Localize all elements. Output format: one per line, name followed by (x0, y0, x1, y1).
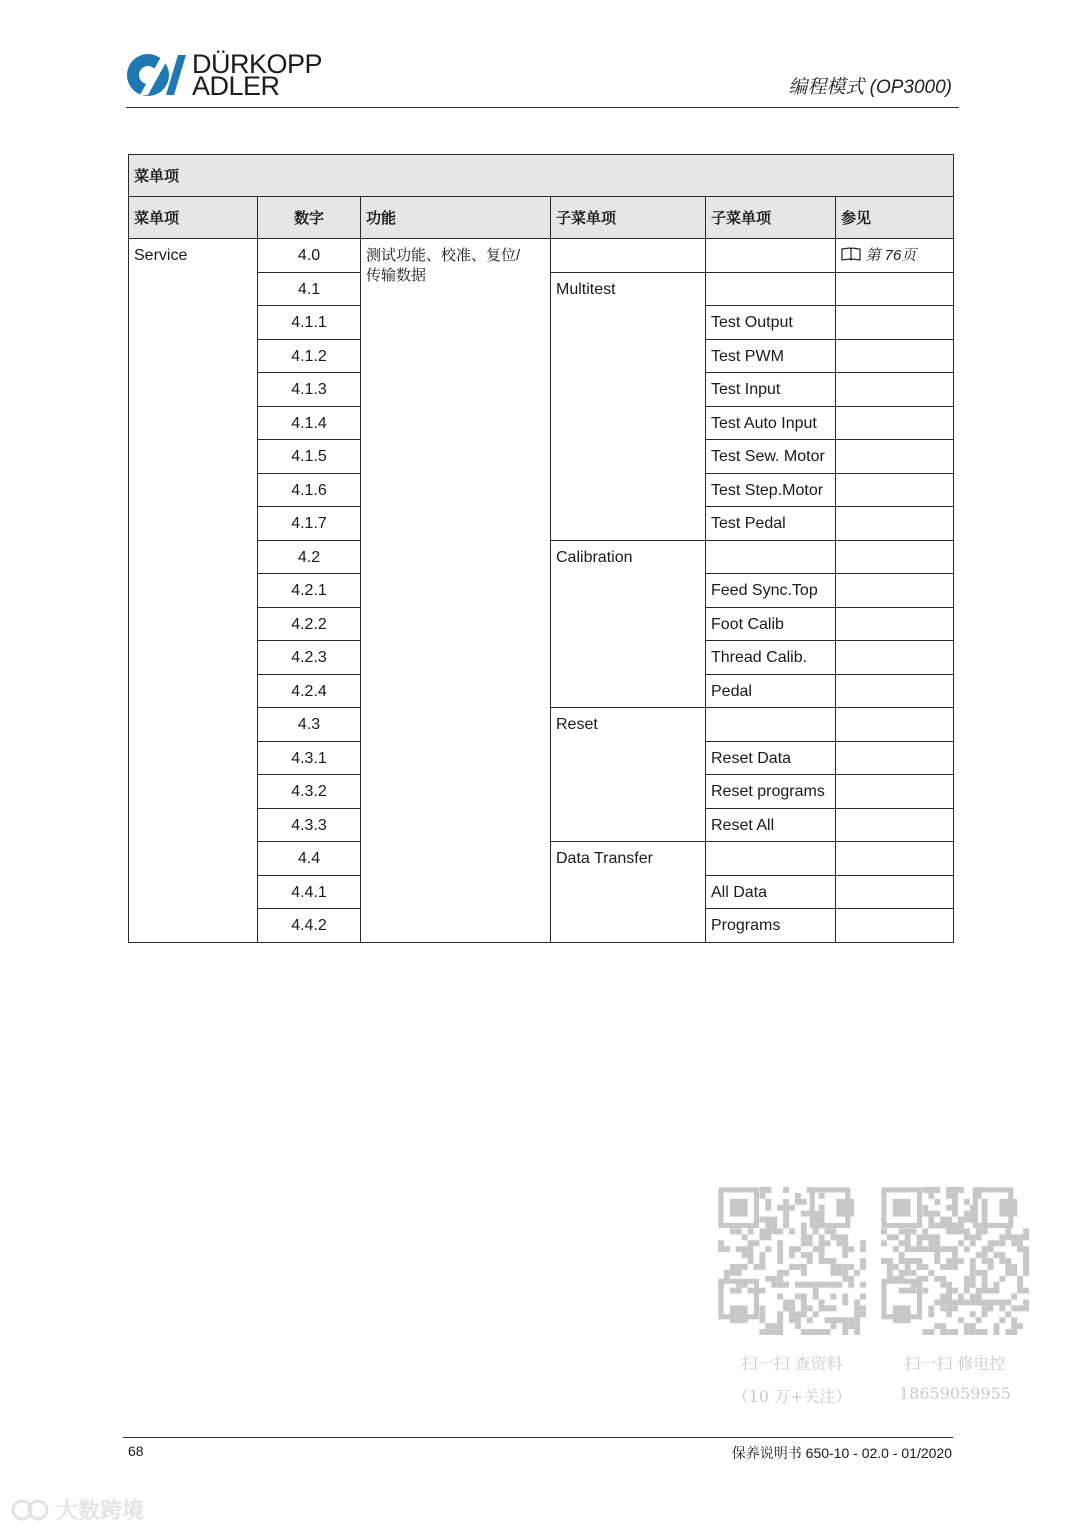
reference-cell (836, 808, 954, 842)
submenu-2-cell: Test Auto Input (706, 406, 836, 440)
table-row (129, 239, 954, 273)
reference-cell (836, 306, 954, 340)
submenu-2-cell: Thread Calib. (706, 641, 836, 675)
submenu-1-cell: Data Transfer (551, 842, 706, 943)
submenu-1-cell: Reset (551, 708, 706, 842)
document-id: 保养说明书 650-10 - 02.0 - 01/2020 (731, 1445, 952, 1461)
submenu-1-cell (551, 239, 706, 273)
reference-cell (836, 741, 954, 775)
column-header-menu-item: 菜单项 (129, 197, 258, 239)
menu-item-cell: Service (129, 239, 258, 943)
number-cell: 4.4 (258, 842, 361, 876)
submenu-2-cell (706, 239, 836, 273)
column-header-submenu-1: 子菜单项 (551, 197, 706, 239)
page-reference-link[interactable]: 第 76页 (865, 247, 917, 264)
reference-cell (836, 641, 954, 675)
submenu-2-cell (706, 272, 836, 306)
submenu-2-cell (706, 842, 836, 876)
number-cell: 4.3.1 (258, 741, 361, 775)
reference-cell (836, 540, 954, 574)
brand-line-1: DÜRKOPP (192, 49, 323, 79)
submenu-2-cell: Test Input (706, 373, 836, 407)
column-header-function: 功能 (361, 197, 551, 239)
submenu-2-cell: Programs (706, 909, 836, 943)
reference-cell (836, 473, 954, 507)
qr-code-icon (881, 1187, 1029, 1335)
qr-caption: 扫一扫 修电控 (904, 1354, 1006, 1373)
header-divider (126, 107, 959, 108)
number-cell: 4.2.1 (258, 574, 361, 608)
submenu-2-cell: Test Pedal (706, 507, 836, 541)
reference-cell (836, 339, 954, 373)
reference-cell (836, 875, 954, 909)
submenu-2-cell: Reset programs (706, 775, 836, 809)
reference-cell (836, 406, 954, 440)
reference-cell (836, 842, 954, 876)
reference-cell (836, 674, 954, 708)
number-cell: 4.2.4 (258, 674, 361, 708)
menu-table (128, 154, 954, 943)
submenu-2-cell (706, 540, 836, 574)
submenu-2-cell: All Data (706, 875, 836, 909)
brand-line-2: ADLER (192, 71, 280, 101)
reference-cell (836, 507, 954, 541)
submenu-2-cell: Foot Calib (706, 607, 836, 641)
reference-cell (836, 272, 954, 306)
number-cell: 4.2.3 (258, 641, 361, 675)
qr-caption: 扫一扫 查资料 (741, 1354, 843, 1373)
page-number: 68 (128, 1443, 144, 1459)
number-cell: 4.2.2 (258, 607, 361, 641)
submenu-2-cell: Test Step.Motor (706, 473, 836, 507)
reference-cell (836, 708, 954, 742)
chapter-title: 编程模式 (OP3000) (788, 77, 952, 98)
reference-cell (836, 373, 954, 407)
column-header-reference: 参见 (836, 197, 954, 239)
reference-cell (836, 775, 954, 809)
column-header-number: 数字 (258, 197, 361, 239)
number-cell: 4.1.2 (258, 339, 361, 373)
submenu-2-cell (706, 708, 836, 742)
number-cell: 4.1.4 (258, 406, 361, 440)
submenu-2-cell: Test Output (706, 306, 836, 340)
submenu-1-cell: Calibration (551, 540, 706, 708)
number-cell: 4.2 (258, 540, 361, 574)
qr-code-icon (718, 1187, 866, 1335)
duerkopp-adler-logo-icon (126, 51, 186, 99)
submenu-1-cell: Multitest (551, 272, 706, 540)
number-cell: 4.3 (258, 708, 361, 742)
submenu-2-cell: Test PWM (706, 339, 836, 373)
brand-name (192, 49, 323, 101)
number-cell: 4.4.2 (258, 909, 361, 943)
qr-caption-secondary: 18659059955 (899, 1384, 1011, 1403)
number-cell: 4.3.2 (258, 775, 361, 809)
number-cell: 4.1.7 (258, 507, 361, 541)
reference-cell (836, 909, 954, 943)
number-cell: 4.1.6 (258, 473, 361, 507)
qr-block-right (881, 1187, 1029, 1403)
brand-logo (126, 50, 322, 100)
watermark-text: 大数跨境 (56, 1498, 145, 1523)
qr-caption-secondary: （10 万+关注） (732, 1387, 852, 1406)
number-cell: 4.0 (258, 239, 361, 273)
number-cell: 4.4.1 (258, 875, 361, 909)
watermark (10, 1494, 144, 1525)
submenu-2-cell: Test Sew. Motor (706, 440, 836, 474)
submenu-2-cell: Reset All (706, 808, 836, 842)
column-header-submenu-2: 子菜单项 (706, 197, 836, 239)
footer-divider (123, 1437, 953, 1438)
qr-block-left (718, 1187, 866, 1407)
reference-cell (836, 239, 954, 273)
table-title: 菜单项 (129, 155, 954, 197)
submenu-2-cell: Pedal (706, 674, 836, 708)
number-cell: 4.1.3 (258, 373, 361, 407)
book-icon (841, 247, 861, 261)
watermark-logo-icon (10, 1498, 50, 1522)
number-cell: 4.1.5 (258, 440, 361, 474)
number-cell: 4.1 (258, 272, 361, 306)
submenu-2-cell: Reset Data (706, 741, 836, 775)
function-cell: 测试功能、校准、复位/ 传输数据 (361, 239, 551, 943)
reference-cell (836, 574, 954, 608)
reference-cell (836, 607, 954, 641)
reference-cell (836, 440, 954, 474)
number-cell: 4.3.3 (258, 808, 361, 842)
number-cell: 4.1.1 (258, 306, 361, 340)
submenu-2-cell: Feed Sync.Top (706, 574, 836, 608)
